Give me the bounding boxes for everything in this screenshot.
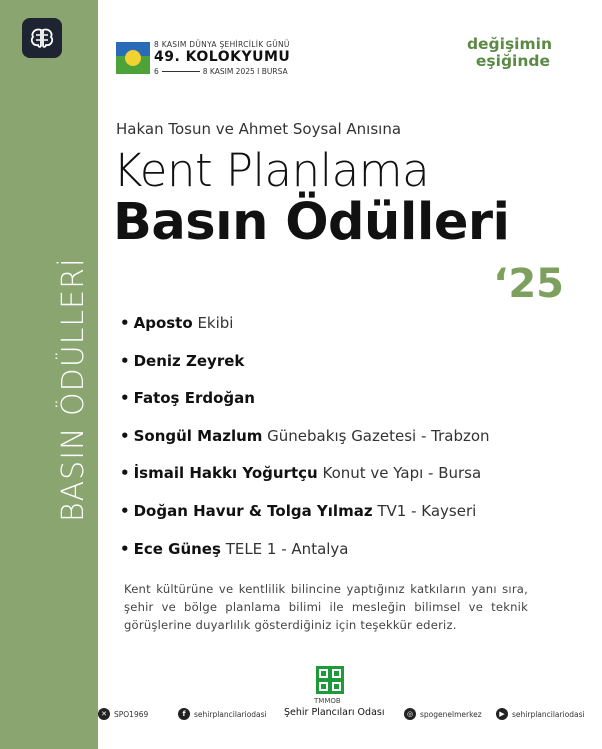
title-line1: Kent Planlama bbox=[113, 144, 430, 197]
year-label: ‘25 bbox=[493, 261, 564, 307]
list-item bbox=[120, 427, 490, 465]
winner-name: Songül Mazlum bbox=[133, 426, 263, 445]
social-handle: SPO1969 bbox=[114, 709, 149, 719]
bullet: • bbox=[120, 464, 130, 483]
event-subtitle: 8 KASIM DÜNYA ŞEHİRCİLİK GÜNÜ bbox=[154, 40, 290, 49]
winners-list bbox=[120, 314, 490, 577]
facebook-icon: f bbox=[178, 708, 190, 720]
list-item bbox=[120, 502, 490, 540]
bullet: • bbox=[120, 351, 130, 370]
social-youtube[interactable] bbox=[496, 708, 585, 720]
x-icon: ✕ bbox=[98, 708, 110, 720]
winner-detail: Günebakış Gazetesi - Trabzon bbox=[267, 426, 490, 445]
winner-name: Deniz Zeyrek bbox=[133, 351, 245, 370]
bullet: • bbox=[120, 314, 130, 332]
instagram-icon: ◎ bbox=[404, 708, 416, 720]
vertical-title: BASIN ÖDÜLLERİ bbox=[56, 257, 91, 522]
list-item bbox=[120, 314, 490, 352]
slogan-line2: eşiğinde bbox=[475, 52, 550, 70]
bullet: • bbox=[120, 539, 130, 558]
footer-org-name: Şehir Plancıları Odası bbox=[284, 707, 385, 718]
winner-name: Fatoş Erdoğan bbox=[133, 389, 255, 408]
social-x[interactable] bbox=[98, 708, 148, 720]
bullet: • bbox=[120, 501, 130, 520]
bullet: • bbox=[120, 389, 130, 408]
footer-org-short: TMMOB bbox=[314, 697, 341, 705]
list-item bbox=[120, 540, 490, 578]
youtube-icon: ▶ bbox=[496, 708, 508, 720]
event-dates bbox=[154, 67, 288, 76]
event-title: 49. KOLOKYUMU bbox=[154, 49, 291, 65]
event-date-end: 8 KASIM 2025 I BURSA bbox=[202, 67, 288, 76]
winner-name: Aposto bbox=[133, 314, 193, 332]
tmmob-logo bbox=[316, 666, 344, 694]
sidebar bbox=[0, 0, 98, 749]
poster-main bbox=[98, 0, 602, 749]
thanks-paragraph: Kent kültürüne ve kentlilik bilincine yaptığınız katkıların yanı sıra, şehir ve bölge planlama bilimi ile mesleğin bilimsel ve teknik görüşlerine duyarlılık gösterdiğiniz için teşekkür ederiz. bbox=[124, 582, 528, 632]
social-handle: sehirplancilariodasi bbox=[512, 709, 585, 719]
event-date-start: 6 bbox=[154, 67, 159, 76]
winner-detail: Konut ve Yapı - Bursa bbox=[322, 464, 482, 483]
winner-detail: TV1 - Kayseri bbox=[377, 501, 477, 520]
list-item bbox=[120, 352, 490, 390]
list-item bbox=[120, 389, 490, 427]
winner-detail: Ekibi bbox=[197, 314, 234, 332]
slogan-line1: değişimin bbox=[466, 35, 552, 53]
slogan bbox=[467, 36, 552, 70]
social-handle: spogenelmerkez bbox=[420, 709, 482, 719]
social-facebook[interactable] bbox=[178, 708, 267, 720]
colloquium-logo bbox=[116, 42, 150, 74]
winner-detail: TELE 1 - Antalya bbox=[225, 539, 349, 558]
brain-icon[interactable] bbox=[22, 18, 62, 58]
date-divider bbox=[162, 71, 200, 72]
social-instagram[interactable] bbox=[404, 708, 482, 720]
bullet: • bbox=[120, 426, 130, 445]
title-line2: Basın Ödülleri bbox=[113, 193, 510, 252]
social-handle: sehirplancilariodasi bbox=[194, 709, 267, 719]
list-item bbox=[120, 464, 490, 502]
winner-name: Doğan Havur & Tolga Yılmaz bbox=[133, 501, 373, 520]
winner-name: İsmail Hakkı Yoğurtçu bbox=[133, 464, 318, 483]
winner-name: Ece Güneş bbox=[133, 539, 221, 558]
memorial-line: Hakan Tosun ve Ahmet Soysal Anısına bbox=[116, 120, 402, 138]
